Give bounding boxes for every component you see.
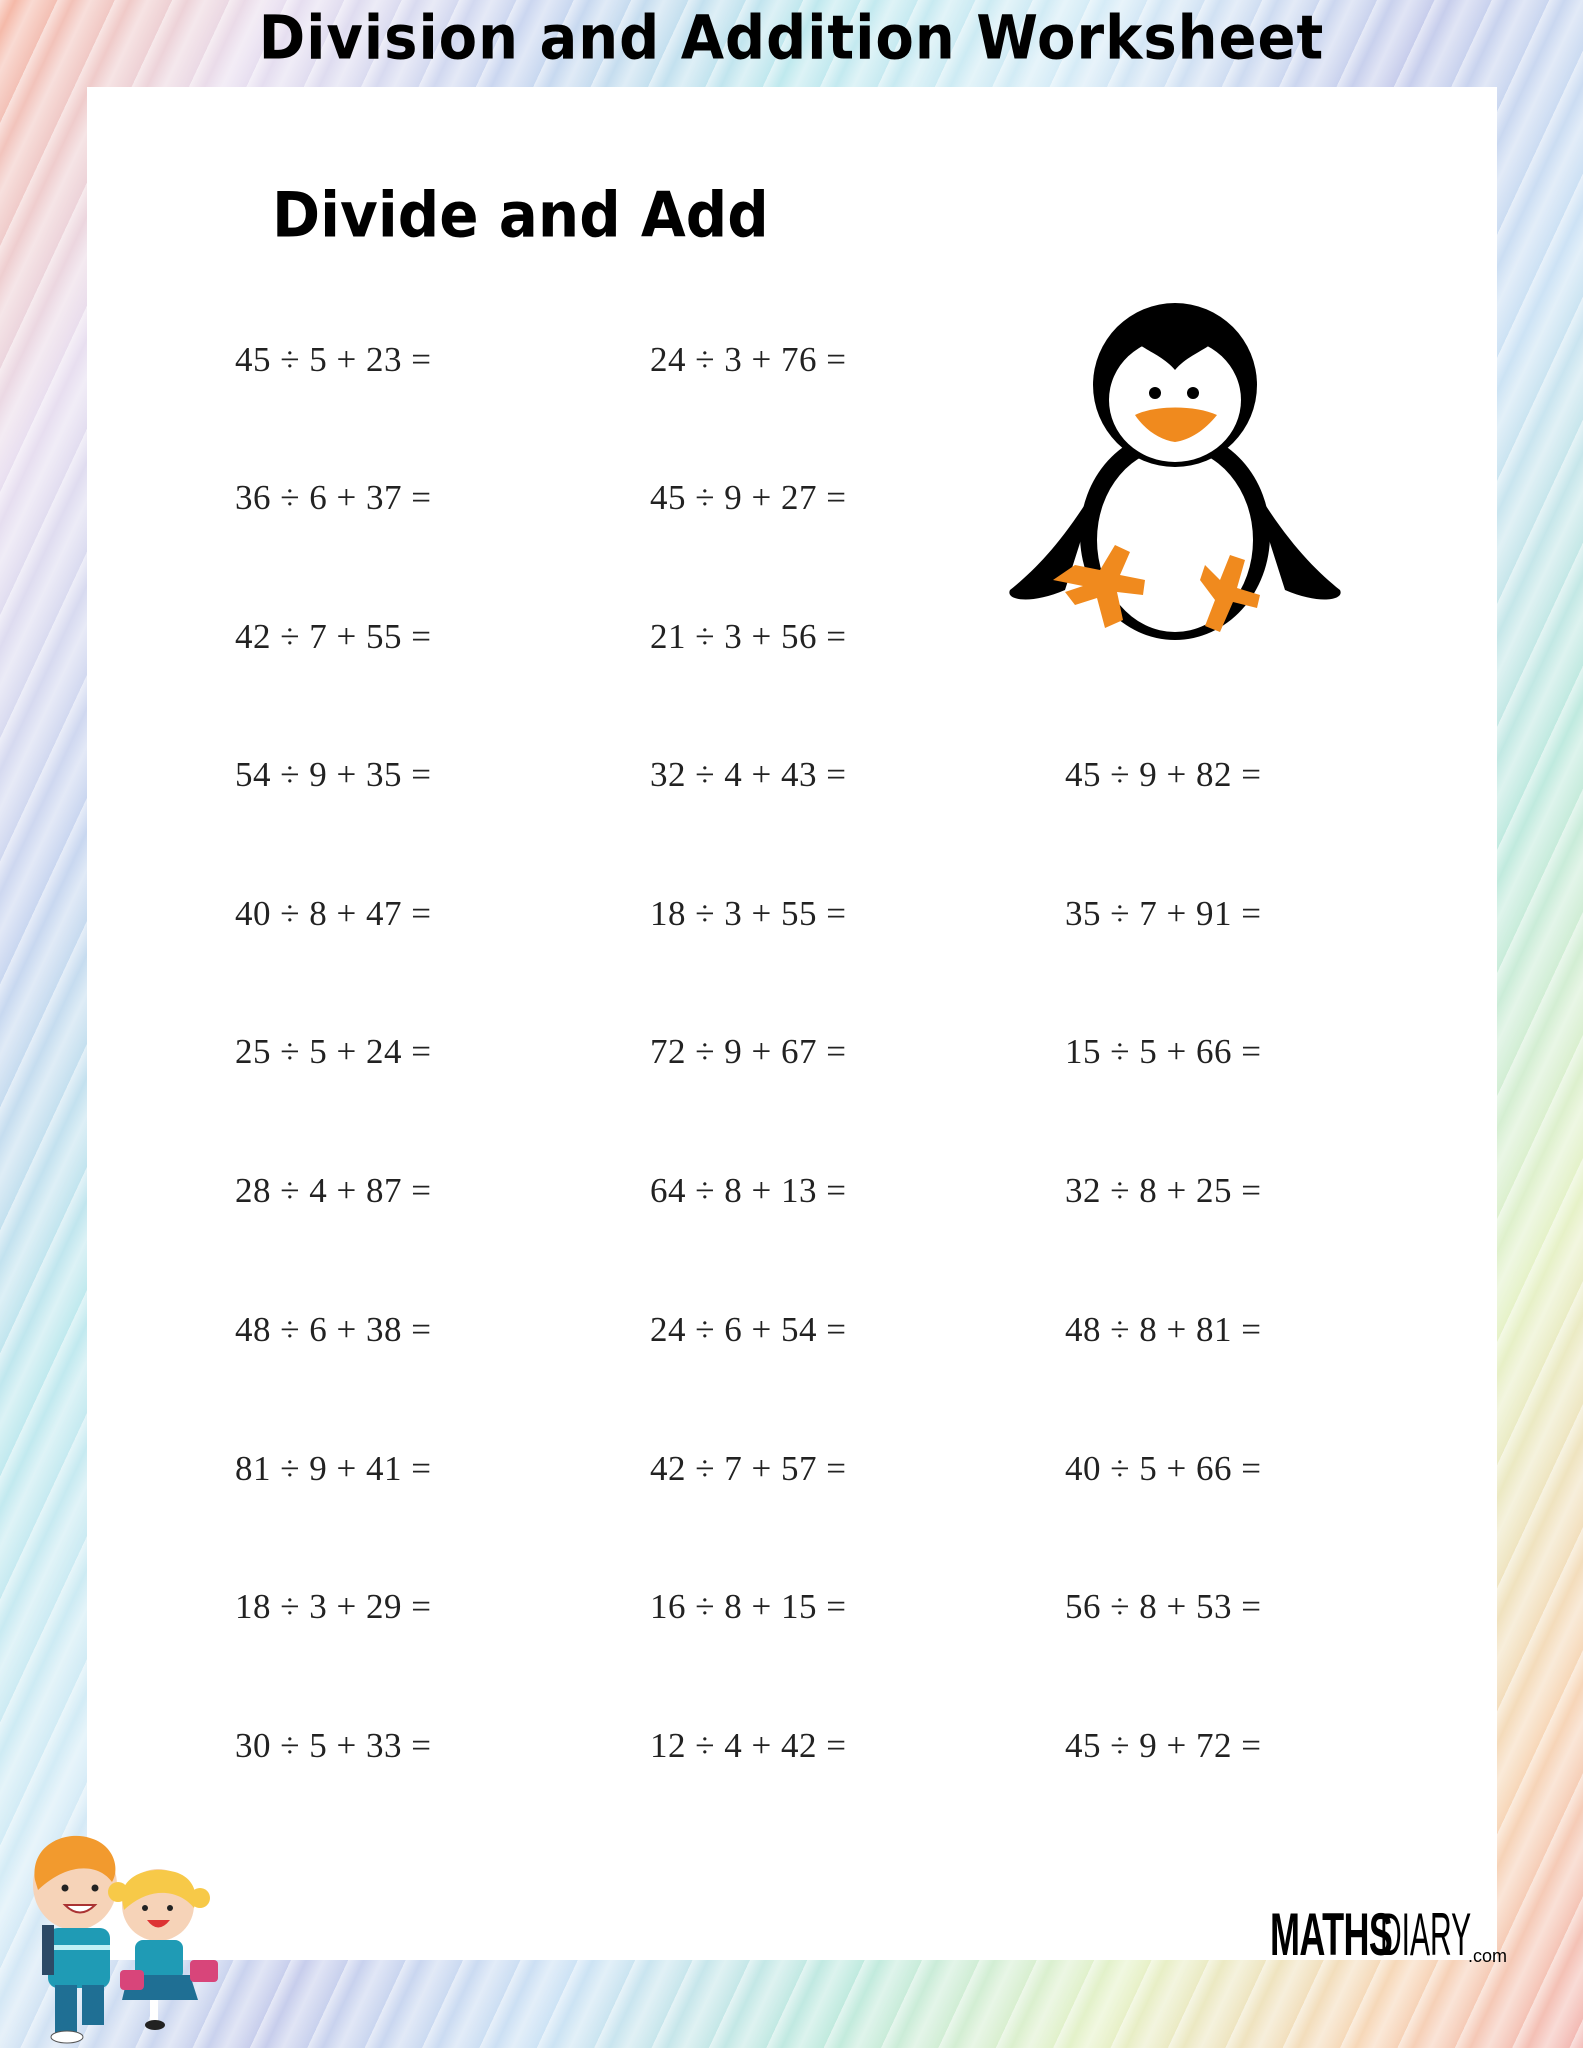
problem: 56 ÷ 8 + 53 = <box>1065 1587 1262 1626</box>
problem: 45 ÷ 9 + 72 = <box>1065 1726 1262 1765</box>
page-title: Division and Addition Worksheet <box>258 3 1325 74</box>
problem: 32 ÷ 8 + 25 = <box>1065 1171 1262 1210</box>
problem: 42 ÷ 7 + 55 = <box>235 617 432 656</box>
problem: 35 ÷ 7 + 91 = <box>1065 894 1262 933</box>
problem: 36 ÷ 6 + 37 = <box>235 478 432 517</box>
logo-com-text: .com <box>1468 1946 1508 1966</box>
problem: 25 ÷ 5 + 24 = <box>235 1032 432 1071</box>
problem: 81 ÷ 9 + 41 = <box>235 1449 432 1488</box>
problem: 45 ÷ 9 + 82 = <box>1065 755 1262 794</box>
logo-diary-text: DIARY <box>1380 1901 1472 1968</box>
problem: 18 ÷ 3 + 55 = <box>650 894 847 933</box>
school-kids-illustration <box>10 1820 240 2045</box>
problem: 40 ÷ 5 + 66 = <box>1065 1449 1262 1488</box>
problem: 64 ÷ 8 + 13 = <box>650 1171 847 1210</box>
logo-maths-text: MATHS <box>1270 1901 1393 1968</box>
problem: 45 ÷ 5 + 23 = <box>235 340 432 379</box>
problem: 40 ÷ 8 + 47 = <box>235 894 432 933</box>
problem: 24 ÷ 3 + 76 = <box>650 340 847 379</box>
problem: 12 ÷ 4 + 42 = <box>650 1726 847 1765</box>
problem: 45 ÷ 9 + 27 = <box>650 478 847 517</box>
problem: 48 ÷ 6 + 38 = <box>235 1310 432 1349</box>
problem: 15 ÷ 5 + 66 = <box>1065 1032 1262 1071</box>
problem: 32 ÷ 4 + 43 = <box>650 755 847 794</box>
problem: 42 ÷ 7 + 57 = <box>650 1449 847 1488</box>
problem: 18 ÷ 3 + 29 = <box>235 1587 432 1626</box>
problem: 28 ÷ 4 + 87 = <box>235 1171 432 1210</box>
problem: 72 ÷ 9 + 67 = <box>650 1032 847 1071</box>
problem: 24 ÷ 6 + 54 = <box>650 1310 847 1349</box>
problem: 54 ÷ 9 + 35 = <box>235 755 432 794</box>
penguin-illustration <box>1005 290 1345 650</box>
problem: 48 ÷ 8 + 81 = <box>1065 1310 1262 1349</box>
problem: 16 ÷ 8 + 15 = <box>650 1587 847 1626</box>
problem: 30 ÷ 5 + 33 = <box>235 1726 432 1765</box>
section-heading: Divide and Add <box>272 178 769 252</box>
problem: 21 ÷ 3 + 56 = <box>650 617 847 656</box>
mathsdiary-logo <box>1270 1895 1508 1968</box>
